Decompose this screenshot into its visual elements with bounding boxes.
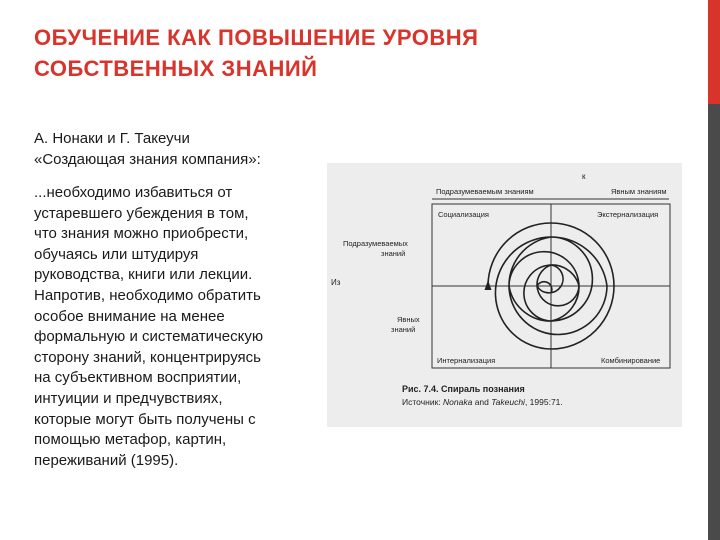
quote-line: Напротив, необходимо обратить (34, 286, 261, 304)
source-author-2: Takeuchi (491, 397, 525, 407)
source-year: , 1995:71. (524, 397, 563, 407)
quadrant-internalization: Интернализация (437, 356, 496, 365)
column-label-tacit: Подразумеваемым знаниям (436, 187, 534, 196)
quote-line: переживаний (1995). (34, 451, 179, 469)
quote-line: устаревшего убеждения в том, (34, 204, 249, 222)
author-reference (34, 128, 334, 170)
quote-line: руководства, книги или лекции. (34, 266, 253, 284)
author-line-2: «Создающая знания компания»: (34, 151, 261, 168)
source-and: and (472, 397, 492, 407)
source-prefix: Источник: (402, 397, 444, 407)
quote-line: обучаясь или штудируя (34, 245, 199, 263)
knowledge-spiral-figure (327, 163, 682, 427)
row-label-explicit-line-2: знаний (391, 325, 416, 334)
quote-line: особое внимание на менее (34, 307, 225, 325)
quote-line: ...необходимо избавиться от (34, 184, 233, 201)
row-label-explicit-line-1: Явных (397, 315, 420, 324)
author-line-1: А. Нонаки и Г. Такеучи (34, 130, 190, 147)
quote-text (34, 183, 324, 471)
quote-line: что знания можно приобрести, (34, 225, 249, 243)
row-label-tacit-line-1: Подразумеваемых (343, 239, 408, 248)
row-label-explicit (391, 315, 422, 334)
quote-line: на субъективном восприятии, (34, 369, 242, 387)
figure-source (402, 397, 563, 407)
title-line-2: СОБСТВЕННЫХ ЗНАНИЙ (34, 56, 318, 81)
from-label: Из (331, 278, 341, 287)
source-author-1: Nonaka (443, 397, 473, 407)
knowledge-spiral-diagram (327, 163, 682, 427)
column-label-explicit: Явным знаниям (611, 187, 667, 196)
slide-title (34, 22, 694, 84)
quadrant-combination: Комбинирование (601, 356, 661, 365)
spiral-arrow-icon (485, 280, 492, 290)
figure-caption: Рис. 7.4. Спираль познания (402, 384, 525, 394)
to-label: к (582, 172, 586, 181)
row-label-tacit (343, 239, 410, 258)
quote-line: помощью метафор, картин, (34, 431, 227, 449)
quote-line: формальную и систематическую (34, 328, 264, 346)
quadrant-externalization: Экстернализация (597, 210, 659, 219)
quadrant-socialization: Социализация (438, 210, 489, 219)
quote-line: интуиции и предчувствиях, (34, 389, 223, 407)
title-line-1: ОБУЧЕНИЕ КАК ПОВЫШЕНИЕ УРОВНЯ (34, 25, 479, 50)
quote-line: сторону знаний, концентрируясь (34, 348, 261, 366)
right-edge-accent (708, 0, 720, 104)
row-label-tacit-line-2: знаний (381, 249, 406, 258)
quote-line: которые могут быть получены с (34, 410, 256, 428)
